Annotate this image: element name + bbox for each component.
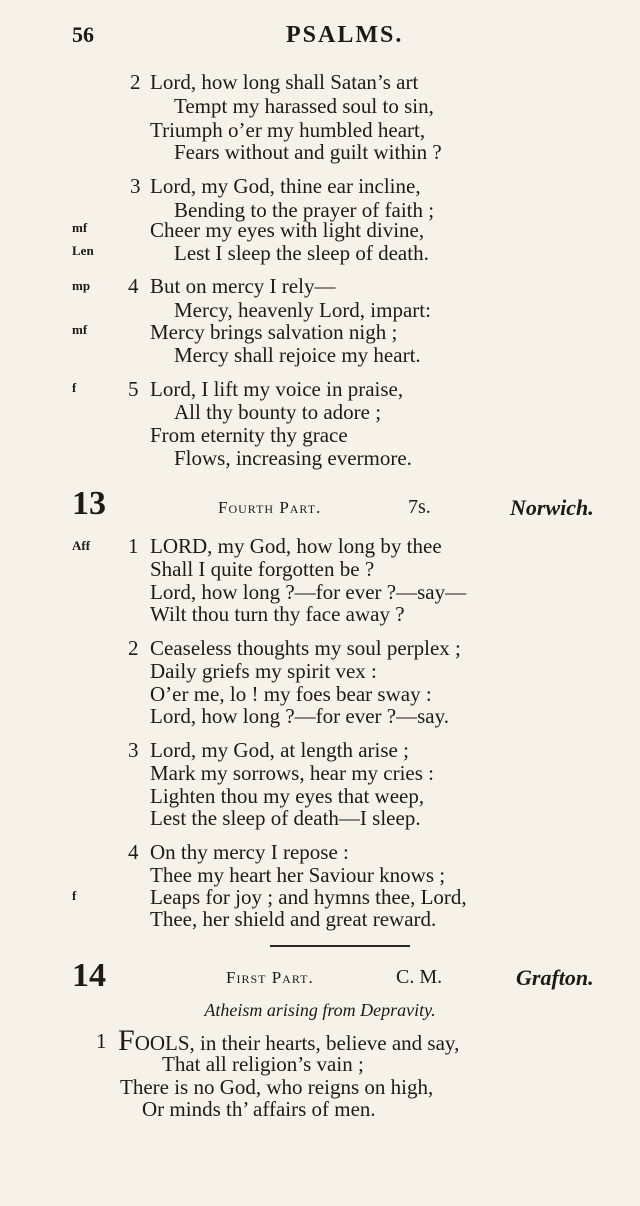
verse-number: 3 xyxy=(130,174,141,198)
verse-line: LORD, my God, how long by thee xyxy=(150,534,442,558)
verse-line: Tempt my harassed soul to sin, xyxy=(174,94,434,118)
dynamic-mark: f xyxy=(72,888,77,903)
verse-line: Or minds th’ affairs of men. xyxy=(142,1097,376,1121)
part-label: Fourth Part. xyxy=(218,498,322,517)
dynamic-mark: mp xyxy=(72,278,91,293)
verse-line: Lord, my God, at length arise ; xyxy=(150,738,409,762)
tune-name: Norwich. xyxy=(510,495,594,520)
verse-line: But on mercy I rely— xyxy=(150,274,336,298)
verse-number: 4 xyxy=(128,840,139,864)
page-number: 56 xyxy=(72,22,94,47)
verse-line: Lord, how long ?—for ever ?—say. xyxy=(150,704,449,728)
verse-line: Lest the sleep of death—I sleep. xyxy=(150,806,421,830)
verse-number: 2 xyxy=(130,70,141,94)
meter-label: C. M. xyxy=(396,966,443,988)
verse-line: That all religion’s vain ; xyxy=(162,1052,364,1076)
psalm-subtitle: Atheism arising from Depravity. xyxy=(204,1000,436,1020)
tune-name: Grafton. xyxy=(516,965,594,990)
verse-line: From eternity thy grace xyxy=(150,423,348,447)
dynamic-mark: mf xyxy=(72,322,88,337)
verse-number: 3 xyxy=(128,738,139,762)
verse-line: Ceaseless thoughts my soul perplex ; xyxy=(150,636,461,660)
verse-line: Lord, my God, thine ear incline, xyxy=(150,174,421,198)
verse-line: Lord, how long shall Satan’s art xyxy=(150,70,419,94)
psalm-number: 13 xyxy=(72,485,106,522)
verse-line: Triumph o’er my humbled heart, xyxy=(150,118,426,142)
verse-line: Wilt thou turn thy face away ? xyxy=(150,602,405,626)
verse-line: Thee, her shield and great reward. xyxy=(150,907,437,931)
verse-line: Mark my sorrows, hear my cries : xyxy=(150,761,435,785)
dynamic-mark: f xyxy=(72,380,77,395)
dynamic-mark: mf xyxy=(72,220,88,235)
verse-line: Cheer my eyes with light divine, xyxy=(150,218,425,242)
verse-line: Thee my heart her Saviour knows ; xyxy=(150,863,446,887)
verse-line: On thy mercy I repose : xyxy=(150,840,349,864)
meter-label: 7s. xyxy=(408,496,431,518)
verse-number: 2 xyxy=(128,636,139,660)
running-title: PSALMS. xyxy=(286,22,404,48)
verse-number: 1 xyxy=(96,1029,107,1053)
first-line-rest: OOLS, in their hearts, believe and say, xyxy=(134,1031,460,1055)
verse-number: 5 xyxy=(128,377,139,401)
verse-number: 1 xyxy=(128,534,139,558)
verse-line: All thy bounty to adore ; xyxy=(174,400,382,424)
drop-cap: F xyxy=(118,1024,135,1057)
verse-line: Leaps for joy ; and hymns thee, Lord, xyxy=(150,885,467,909)
verse-line: Shall I quite forgotten be ? xyxy=(150,557,375,581)
verse-number: 4 xyxy=(128,274,139,298)
verse-line: Lord, I lift my voice in praise, xyxy=(150,377,404,401)
psalm-number: 14 xyxy=(72,957,106,994)
part-label: First Part. xyxy=(226,968,314,987)
verse-line: Lighten thou my eyes that weep, xyxy=(150,784,425,808)
section-divider xyxy=(270,945,410,947)
dynamic-mark: Len xyxy=(72,243,94,258)
verse-line: Lest I sleep the sleep of death. xyxy=(174,241,429,265)
dynamic-mark: Aff xyxy=(72,538,91,553)
verse-line: Mercy brings salvation nigh ; xyxy=(150,320,398,344)
verse-line: There is no God, who reigns on high, xyxy=(120,1075,434,1099)
verse-line: Daily griefs my spirit vex : xyxy=(150,659,377,683)
verse-line: Flows, increasing evermore. xyxy=(174,446,412,470)
verse-line: Mercy, heavenly Lord, impart: xyxy=(174,298,431,322)
verse-line: Fears without and guilt within ? xyxy=(174,140,442,164)
verse-line: Mercy shall rejoice my heart. xyxy=(174,343,421,367)
verse-line: Lord, how long ?—for ever ?—say— xyxy=(150,580,467,604)
verse-line: Bending to the prayer of faith ; xyxy=(174,198,435,222)
verse-line: O’er me, lo ! my foes bear sway : xyxy=(150,682,432,706)
